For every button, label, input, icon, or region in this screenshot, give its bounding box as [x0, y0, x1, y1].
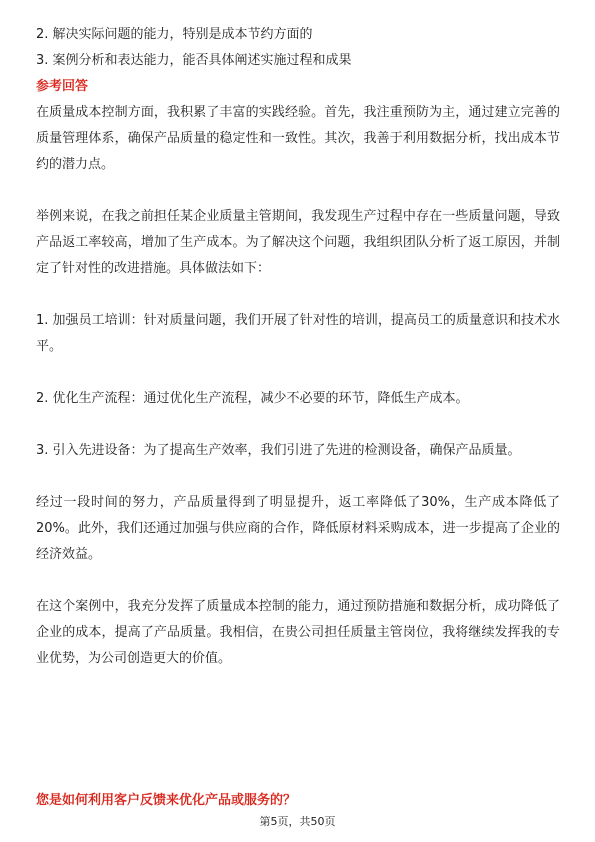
next-question-heading: 您是如何利用客户反馈来优化产品或服务的？: [36, 793, 297, 808]
paragraph-gap: [36, 178, 560, 204]
page-footer: [0, 812, 595, 832]
paragraph-gap: [36, 360, 560, 386]
answer-heading: 参考回答: [36, 79, 89, 94]
paragraph-gap: [36, 412, 560, 438]
answer-paragraph-1: 在质量成本控制方面，我积累了丰富的实践经验。首先，我注重预防为主，通过建立完善的质量管理体系，确保产品质量的稳定性和一致性。其次，我善于利用数据分析，找出成本节约的潜力点。: [36, 105, 560, 172]
answer-paragraph-3: 1. 加强员工培训：针对质量问题，我们开展了针对性的培训，提高员工的质量意识和技术水平。: [36, 313, 560, 354]
paragraph-gap: [36, 464, 560, 490]
answer-paragraph-4: 2. 优化生产流程：通过优化生产流程，减少不必要的环节，降低生产成本。: [36, 391, 469, 406]
page-number-label: 第5页，共50页: [259, 815, 336, 828]
paragraph-gap: [36, 568, 560, 594]
answer-paragraph-2: 举例来说，在我之前担任某企业质量主管期间，我发现生产过程中存在一些质量问题，导致产品返工率较高，增加了生产成本。为了解决这个问题，我组织团队分析了返工原因，并制定了针对性的改进措施。具体做法如下：: [36, 209, 560, 276]
answer-paragraph-5: 3. 引入先进设备：为了提高生产效率，我们引进了先进的检测设备，确保产品质量。: [36, 443, 521, 458]
answer-paragraph-6: 经过一段时间的努力，产品质量得到了明显提升，返工率降低了30%，生产成本降低了20%。此外，我们还通过加强与供应商的合作，降低原材料采购成本，进一步提高了企业的经济效益。: [36, 495, 560, 562]
criteria-item-2: 2. 解决实际问题的能力，特别是成本节约方面的: [36, 27, 313, 42]
criteria-item-3: 3. 案例分析和表达能力，能否具体阐述实施过程和成果: [36, 53, 352, 68]
page-content: [36, 22, 560, 672]
paragraph-gap: [36, 282, 560, 308]
answer-paragraph-7: 在这个案例中，我充分发挥了质量成本控制的能力，通过预防措施和数据分析，成功降低了企业的成本，提高了产品质量。我相信，在贵公司担任质量主管岗位，我将继续发挥我的专业优势，为公司创造更大的价值。: [36, 599, 560, 666]
